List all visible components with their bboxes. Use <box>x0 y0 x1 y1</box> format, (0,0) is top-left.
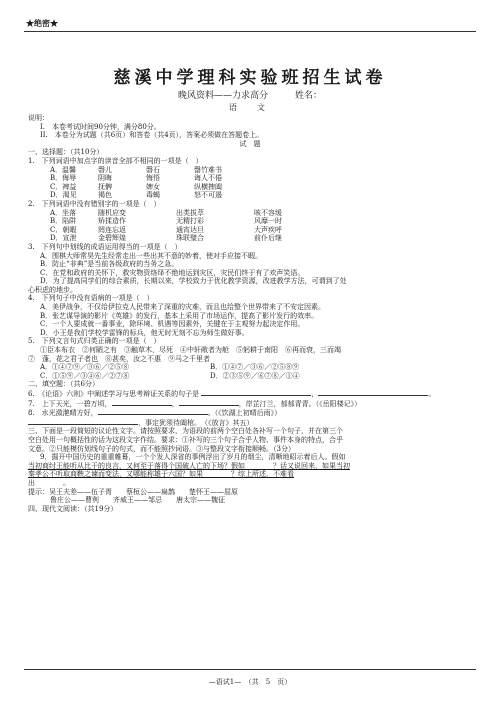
q3-option: B．防止“非典”是当前各级政府的当务之急。 <box>40 260 179 269</box>
option-cell: B．①④⑦／③⑥／②⑤⑧⑨ <box>210 363 300 372</box>
part1-heading: 一、选择题：（共10分） <box>28 148 104 157</box>
q5-items: ①臣本布衣 ②何陋之有 ③触草木，尽死 ④中轩敞者为舱 ⑤躬耕于南阳 ⑥再而衰，三而竭 <box>40 346 341 355</box>
option-cell: 悔悟 <box>146 174 160 183</box>
q9-line: 9．掘开中国历史的重重帷幕，一个个发人深省的事例浮出了岁月的烟尘，清晰地昭示着后人。假如 <box>40 453 346 462</box>
footer-rule <box>24 669 476 670</box>
q5-stem: 5. 下列文言句式归类正确的一项是（ ） <box>28 337 161 346</box>
part4-heading: 四、现代文阅读：（共19分） <box>28 504 118 513</box>
option-cell: 婢女 <box>146 182 160 191</box>
hint-line: 鲁庄公——曹刿 齐威王——邹忌 唐太宗——魏征 <box>50 496 225 505</box>
option-cell: 大声疾呼 <box>254 225 282 234</box>
option-cell: D．宣泄 <box>50 234 77 243</box>
q1-stem: 1. 下列词语中加点字的读音全部不相同的一项是（ ） <box>28 156 203 165</box>
option-cell: 矫揉造作 <box>98 217 126 226</box>
q3-option: D．为了提高同学们的综合素质，长期以来，学校致力于优化教学资源，改进教学方法，可谓到了处 <box>40 277 347 286</box>
option-cell: 磬石 <box>146 165 160 174</box>
section-label: 试 题 <box>239 139 261 148</box>
q1-option-c <box>28 183 472 192</box>
subject-label: 语 文 <box>229 103 271 112</box>
q8-suffix: 。（《饮湖上初晴后雨》） <box>207 409 282 418</box>
option-cell: 纵横捭阖 <box>194 182 222 191</box>
option-cell: 罔连忘返 <box>98 225 126 234</box>
q4-option: A．美伊战争，不仅给伊拉克人民带来了深重的灾难，而且也给整个世界带来了不安定因素。 <box>40 303 326 312</box>
option-cell: 随机应变 <box>98 208 126 217</box>
option-cell: B．侮辱 <box>50 174 77 183</box>
option-cell: A．坐落 <box>50 208 77 217</box>
q5-items: ⑦ 蓬，花之君子者也 ⑧甚矣，汝之不惠 ⑨马之千里者 <box>28 354 210 363</box>
answer-blank <box>112 399 172 406</box>
exam-title: 慈溪中学理科实验班招生试卷 <box>113 68 387 88</box>
option-cell: D．渴见 <box>50 191 77 200</box>
part3-line: 空白处用一句概括性的话为这段文字作结。要求：①补写的三个句子合乎人物、事件本身的特点，合乎 <box>28 435 343 444</box>
q1-option-b <box>28 174 472 183</box>
note-item: I. 本卷考试时间90分钟，满分80分。 <box>40 122 161 131</box>
q6-text: 6. 《论语》六则》中阐述学习与思考辩证关系的句子是 <box>28 390 200 398</box>
option-cell: 怒不可遏 <box>194 191 222 200</box>
page-footer: —语试1— （共 5 页） <box>208 678 292 686</box>
option-cell: 磬儿 <box>98 165 112 174</box>
q4-option: B．张艺谋导演的影片《英雄》的发行，基本上采用了市场运作，提高了影片发行的效率。 <box>40 311 319 320</box>
q4-option: C．一个人要成就一番事业，除环境、机遇等因素外，关键在于主观努力起决定作用。 <box>40 320 305 329</box>
option-cell: 金碧辉煌 <box>98 234 126 243</box>
q2-option-b <box>28 217 472 226</box>
q8-prefix: 8. 水光潋滟晴方好， <box>28 409 98 418</box>
q9-line: 秦孝公不听取商鞅之谏而变法，又哪能称雄于六国？如果 ？综上所述，不难看 <box>28 470 294 479</box>
q7-prefix: 7. 上下天光，一碧万顷， <box>28 399 112 408</box>
exam-body <box>28 114 472 513</box>
q4-option: D．小王是我们学校学雷锋的标兵，他无时无刻不忘为师生做好事。 <box>40 328 249 337</box>
note-item: II. 本卷分为试题（共6页）和答卷（共4页），答案必须做在答题卷上。 <box>40 131 264 140</box>
answer-blank <box>98 408 208 415</box>
part3-line: 文意。②只能模仿划线句子的句式，而不能照抄词语。③与整段文字衔接顺畅。（3分） <box>28 444 295 453</box>
option-cell: 无精打彩 <box>176 217 204 226</box>
secret-mark: ★绝密★ <box>26 18 58 28</box>
option-cell: 风靡一时 <box>254 217 282 226</box>
q8b-suffix: ，事定犹须待阖棺。 （《放言》其五） <box>138 418 254 427</box>
q2-option-a <box>28 209 472 218</box>
option-cell: 出类拔萃 <box>176 208 204 217</box>
answer-blank <box>28 418 138 425</box>
option-cell: 前仆后继 <box>254 234 282 243</box>
notes-label: 说明： <box>28 114 49 122</box>
part3-heading: 三、下面是一段简短的议论性文字。请按照要求，为语段的前两个空白处各补写一个句子，并在第三个 <box>28 427 343 436</box>
option-cell: C．裨益 <box>50 182 77 191</box>
q7-line: 7. 上下天光，一碧万顷， ， ，岸芷汀兰，郁郁青青。（《岳阳楼记》） <box>28 399 362 408</box>
q7-suffix: ，岸芷汀兰，郁郁青青。（《岳阳楼记》） <box>238 399 362 408</box>
option-cell: A．温馨 <box>50 165 77 174</box>
option-cell: 毒蝎 <box>146 191 160 200</box>
q4-stem: 4. 下列句子中没有语病的一项是（ ） <box>28 294 154 303</box>
q9-line: 当初商纣王能听从比干的良言，又何至于落得个国破人亡的下场？假如 ？话又说回来，如果当初 <box>28 461 350 470</box>
part2-heading: 二、填空题：（共6分） <box>28 380 99 389</box>
option-cell: C．朝暇 <box>50 225 77 234</box>
option-cell: A．①④⑦⑨／③⑥／②⑤⑧ <box>40 363 130 372</box>
q5-options-ab <box>28 363 472 372</box>
q3-option: A．围棋大师常昊先生经常走出一些出其不意的妙着，使对手应接不暇。 <box>40 251 263 260</box>
q2-option-d <box>28 234 472 243</box>
option-cell: 诲人不倦 <box>194 174 222 183</box>
q9-line: 出 。 <box>28 478 70 487</box>
answer-blank <box>318 389 428 396</box>
option-cell: D．②③⑤⑨／⑥⑦⑧／①④ <box>210 371 300 380</box>
q3-option: C．在党和政府的关怀下，救灾物资络绎不绝地运到灾区，灾民们终于有了欢声笑语。 <box>40 268 305 277</box>
option-cell: 通宵达旦 <box>176 225 204 234</box>
q3-option-continued: 心积虑的地步。 <box>28 285 77 294</box>
option-cell: 珠联璧合 <box>176 234 204 243</box>
header-rule <box>24 31 476 32</box>
option-cell: 罄竹难书 <box>194 165 222 174</box>
hint-line: 提示：吴王夫差——伍子胥 蔡桓公——扁鹊 楚怀王——屈原 <box>28 487 238 496</box>
q8b-line <box>28 418 472 428</box>
option-cell: B．陷阱 <box>50 217 77 226</box>
q2-stem: 2. 下列词语中没有错别字的一项是（ ） <box>28 199 161 208</box>
option-cell: C．①⑤⑨／③④⑥／②⑦⑧ <box>40 371 130 380</box>
option-cell: 阴晦 <box>98 174 112 183</box>
exam-subtitle: 晚风资料——力求高分 姓名： <box>177 91 322 101</box>
option-cell: 咳不容缓 <box>254 208 282 217</box>
q3-stem: 3. 下列句中划线的成语运用得当的一项是（ ） <box>28 242 182 251</box>
q8-line <box>28 408 472 418</box>
answer-blank <box>179 399 239 406</box>
q6-line: 6. 《论语》六则》中阐述学习与思考辩证关系的句子是 ， 。 <box>28 390 436 398</box>
answer-blank <box>201 389 311 396</box>
q2-option-c <box>28 226 472 235</box>
q1-option-a <box>28 166 472 175</box>
q1-option-d <box>28 191 472 200</box>
option-cell: 褐色 <box>98 191 112 200</box>
option-cell: 抚髀 <box>98 182 112 191</box>
